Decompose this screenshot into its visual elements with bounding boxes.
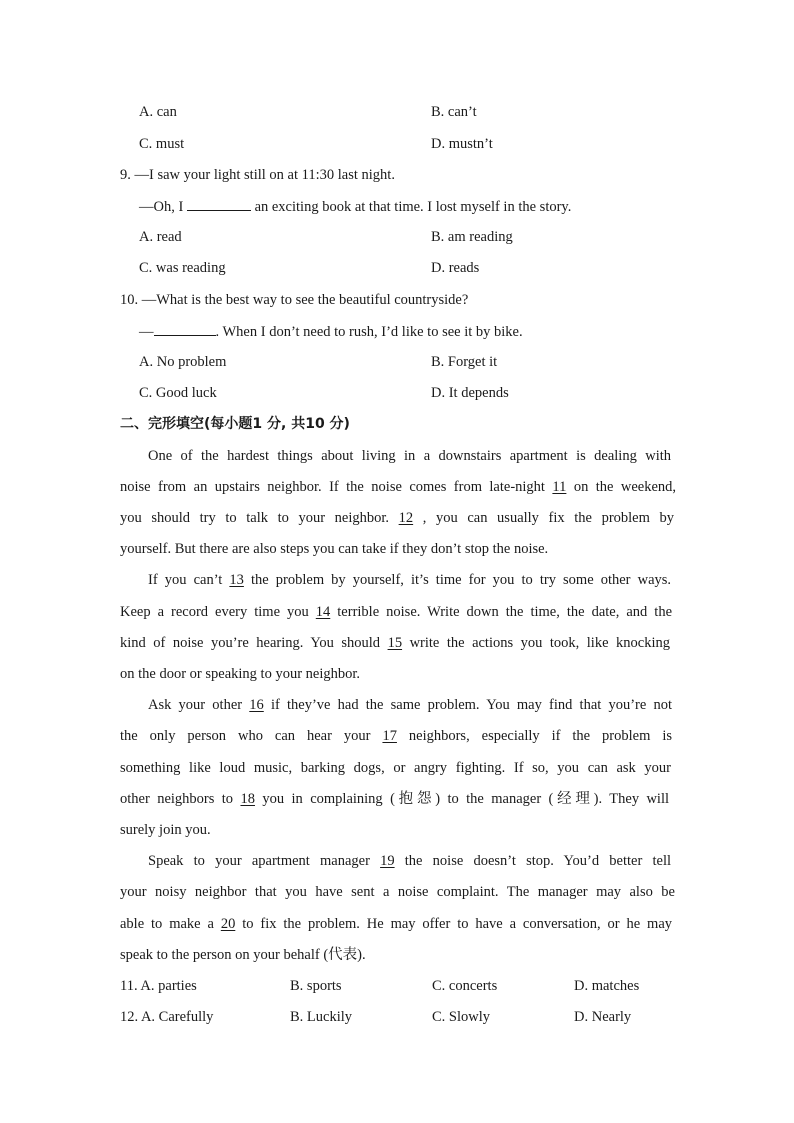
passage-p1-line3 [120, 508, 674, 528]
q9-answer-blank [187, 196, 251, 211]
passage-text: , you can usually fix the problem by [422, 510, 674, 526]
passage-text: Speak to your apartment manager [148, 853, 370, 869]
passage-p4-line4: speak to the person on your behalf (代表). [120, 947, 366, 963]
passage-p3-line1 [148, 695, 672, 715]
passage-text: able to make a [120, 916, 214, 932]
passage-text: you should try to talk to your neighbor. [120, 510, 390, 526]
q10-option-b: B. Forget it [431, 354, 498, 370]
blank-12: 12 [398, 510, 414, 526]
q12-option-c: C. Slowly [432, 1009, 491, 1025]
q12-option-b: B. Luckily [290, 1009, 353, 1025]
q8-option-d: D. mustn’t [431, 136, 493, 152]
q10-stem: 10. —What is the best way to see the beautiful countryside? [120, 292, 469, 308]
q8-option-c: C. must [139, 136, 185, 152]
q9-option-a: A. read [139, 229, 182, 245]
passage-text: other neighbors to [120, 791, 234, 807]
passage-p1-line2 [120, 477, 676, 497]
passage-text: terrible noise. Write down the time, the date, and the [337, 604, 673, 620]
blank-15: 15 [387, 635, 403, 651]
passage-text: write the actions you took, like knocking [409, 635, 670, 651]
blank-14: 14 [315, 604, 331, 620]
passage-text: the noise doesn’t stop. You’d better tell [404, 853, 671, 869]
q8-option-b: B. can’t [431, 104, 477, 120]
passage-text: if they’ve had the same problem. You may find that you’re not [270, 697, 673, 713]
passage-p2-line2 [120, 602, 672, 622]
passage-text: you in complaining (抱怨) to the manager (经理). They will [262, 791, 670, 807]
passage-p3-line4 [120, 789, 669, 809]
q9-stem: 9. —I saw your light still on at 11:30 last night. [120, 167, 395, 183]
passage-p2-line4: on the door or speaking to your neighbor. [120, 666, 361, 682]
q11-option-a: 11. A. parties [120, 978, 197, 994]
passage-p4-line2: your noisy neighbor that you have sent a noise complaint. The manager may also be [120, 884, 675, 900]
q9-option-d: D. reads [431, 260, 480, 276]
passage-p2-line3 [120, 633, 670, 653]
q10-answer-blank [154, 321, 216, 336]
passage-p4-line1 [148, 851, 671, 871]
blank-20: 20 [220, 916, 236, 932]
passage-text: on the weekend, [573, 479, 677, 495]
q10-option-a: A. No problem [139, 354, 227, 370]
blank-13: 13 [229, 572, 244, 588]
passage-text: Keep a record every time you [120, 604, 309, 620]
q12-option-d: D. Nearly [574, 1009, 632, 1025]
blank-17: 17 [382, 728, 397, 744]
passage-p3-line3: something like loud music, barking dogs, or angry fighting. If so, you can ask your [120, 760, 671, 776]
passage-text: to fix the problem. He may offer to have a conversation, or he may [242, 916, 673, 932]
q10-reply [139, 321, 523, 342]
passage-text: the problem by yourself, it’s time for you to try some other ways. [250, 572, 672, 588]
passage-text: If you can’t [148, 572, 223, 588]
q11-option-d: D. matches [574, 978, 640, 994]
q11-option-b: B. sports [290, 978, 342, 994]
q11-option-c: C. concerts [432, 978, 498, 994]
q9-reply [139, 196, 571, 217]
q10-reply-pre: — [139, 324, 154, 340]
q10-option-c: C. Good luck [139, 385, 217, 401]
passage-text: the only person who can hear your [120, 728, 371, 744]
passage-p3-line5: surely join you. [120, 822, 211, 838]
passage-p3-line2 [120, 726, 672, 746]
section-heading: 二、完形填空(每小题1 分, 共10 分) [120, 416, 350, 432]
blank-11: 11 [552, 479, 567, 495]
passage-text: noise from an upstairs neighbor. If the noise comes from late-night [120, 479, 545, 495]
q8-option-a: A. can [139, 104, 177, 120]
q9-reply-pre: —Oh, I [139, 199, 184, 215]
blank-18: 18 [240, 791, 255, 807]
passage-p1-line1: One of the hardest things about living in a downstairs apartment is dealing with [148, 448, 671, 464]
q9-option-c: C. was reading [139, 260, 226, 276]
blank-19: 19 [380, 853, 395, 869]
passage-text: neighbors, especially if the problem is [408, 728, 672, 744]
q9-option-b: B. am reading [431, 229, 513, 245]
q10-option-d: D. It depends [431, 385, 509, 401]
q12-option-a: 12. A. Carefully [120, 1009, 214, 1025]
passage-p2-line1 [148, 570, 671, 590]
blank-16: 16 [249, 697, 264, 713]
passage-text: Ask your other [148, 697, 243, 713]
passage-p1-line4: yourself. But there are also steps you can take if they don’t stop the noise. [120, 541, 549, 557]
passage-text: kind of noise you’re hearing. You should [120, 635, 381, 651]
q10-reply-post: . When I don’t need to rush, I’d like to see it by bike. [215, 324, 523, 340]
passage-p4-line3 [120, 914, 672, 934]
q9-reply-post: an exciting book at that time. I lost myself in the story. [254, 199, 572, 215]
